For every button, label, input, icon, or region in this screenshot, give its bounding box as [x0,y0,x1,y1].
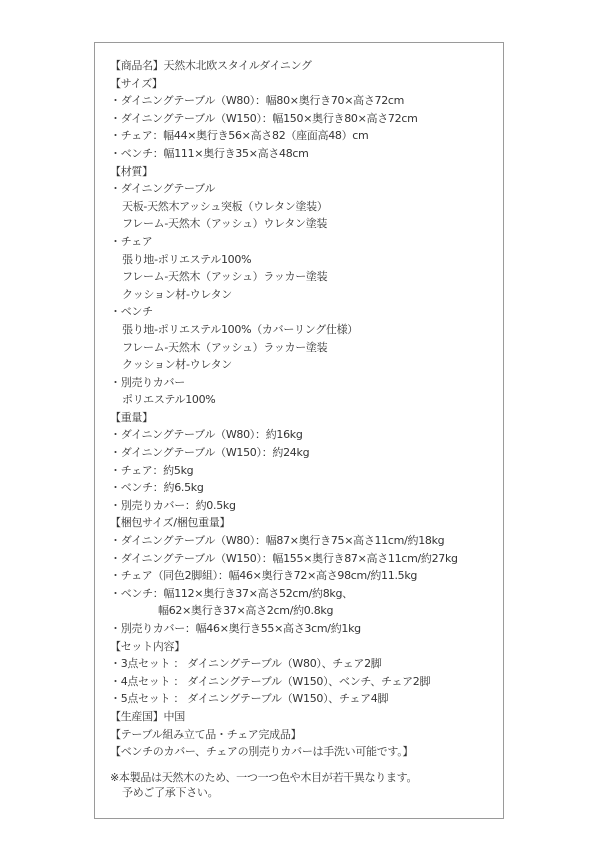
spec-line: ・ダイニングテーブル（W150）：幅155×奥行き87×高さ11cm/約27kg [110,551,458,565]
spec-line: 張り地-ポリエステル100%（カバーリング仕様） [122,322,359,336]
spec-line: ・3点セット ： ダイニングテーブル（W80）、チェア2脚 [110,657,382,671]
spec-line: ・ダイニングテーブル（W80）：幅87×奥行き75×高さ11cm/約18kg [110,534,445,548]
spec-line: フレーム-天然木（アッシュ）ラッカー塗装 [122,340,328,354]
spec-line: ・チェア [110,234,153,248]
spec-line: ・別売りカバー：約0.5kg [110,498,236,512]
spec-line: ポリエステル100% [122,393,216,407]
spec-line: ・ベンチ：約6.5kg [110,481,204,495]
spec-line: 【セット内容】 [110,639,185,653]
spec-line: ・チェア：約5kg [110,463,194,477]
spec-line: フレーム-天然木（アッシュ）ラッカー塗装 [122,270,328,284]
spec-line: 【テーブル組み立て品・チェア完成品】 [110,727,302,741]
spec-line: ・チェア（同色2脚組）：幅46×奥行き72×高さ98cm/約11.5kg [110,569,418,583]
spec-line: 【梱包サイズ/梱包重量】 [110,516,231,530]
spec-line: ・ダイニングテーブル（W150）：幅150×奥行き80×高さ72cm [110,111,418,125]
spec-line: 【ベンチのカバー、チェアの別売りカバーは手洗い可能です。】 [110,745,414,759]
spec-line: フレーム-天然木（アッシュ）ウレタン塗装 [122,217,328,231]
spec-note-line: ※本製品は天然木のため、一つ一つ色や木目が若干異なります。 [110,770,418,784]
spec-line: クッション材-ウレタン [122,358,233,372]
spec-line: 張り地-ポリエステル100% [122,252,252,266]
spec-line: ・ベンチ：幅112×奥行き37×高さ52cm/約8kg、 [110,586,353,600]
spec-line: ・ダイニングテーブル [110,182,216,196]
spec-note-line: 予めご了承下さい。 [122,785,219,799]
spec-notes [110,770,500,800]
spec-line: ・チェア：幅44×奥行き56×高さ82（座面高48）cm [110,129,369,143]
spec-line: 幅62×奥行き37×高さ2cm/約0.8kg [158,604,334,618]
spec-line: ・4点セット ： ダイニングテーブル（W150）、ベンチ、チェア2脚 [110,674,431,688]
spec-sheet [110,57,500,800]
spec-line: ・ダイニングテーブル（W80）：約16kg [110,428,303,442]
spec-line: 天板-天然木アッシュ突板（ウレタン塗装） [122,199,328,213]
spec-line: 【材質】 [110,164,153,178]
spec-line: 【生産国】中国 [110,709,185,723]
spec-line: ・別売りカバー [110,375,185,389]
spec-line: ・5点セット ： ダイニングテーブル（W150）、チェア4脚 [110,692,389,706]
spec-lines [110,57,500,761]
spec-line: ・ベンチ：幅111×奥行き35×高さ48cm [110,146,309,160]
spec-line: 【重量】 [110,410,153,424]
spec-line: 【サイズ】 [110,76,163,90]
spec-line: 【商品名】天然木北欧スタイルダイニング [110,59,312,72]
spec-line: クッション材-ウレタン [122,287,233,301]
spec-line: ・ダイニングテーブル（W150）：約24kg [110,446,310,460]
spec-line: ・ダイニングテーブル（W80）：幅80×奥行き70×高さ72cm [110,94,405,108]
spec-line: ・別売りカバー：幅46×奥行き55×高さ3cm/約1kg [110,622,361,635]
spec-line: ・ベンチ [110,305,153,319]
